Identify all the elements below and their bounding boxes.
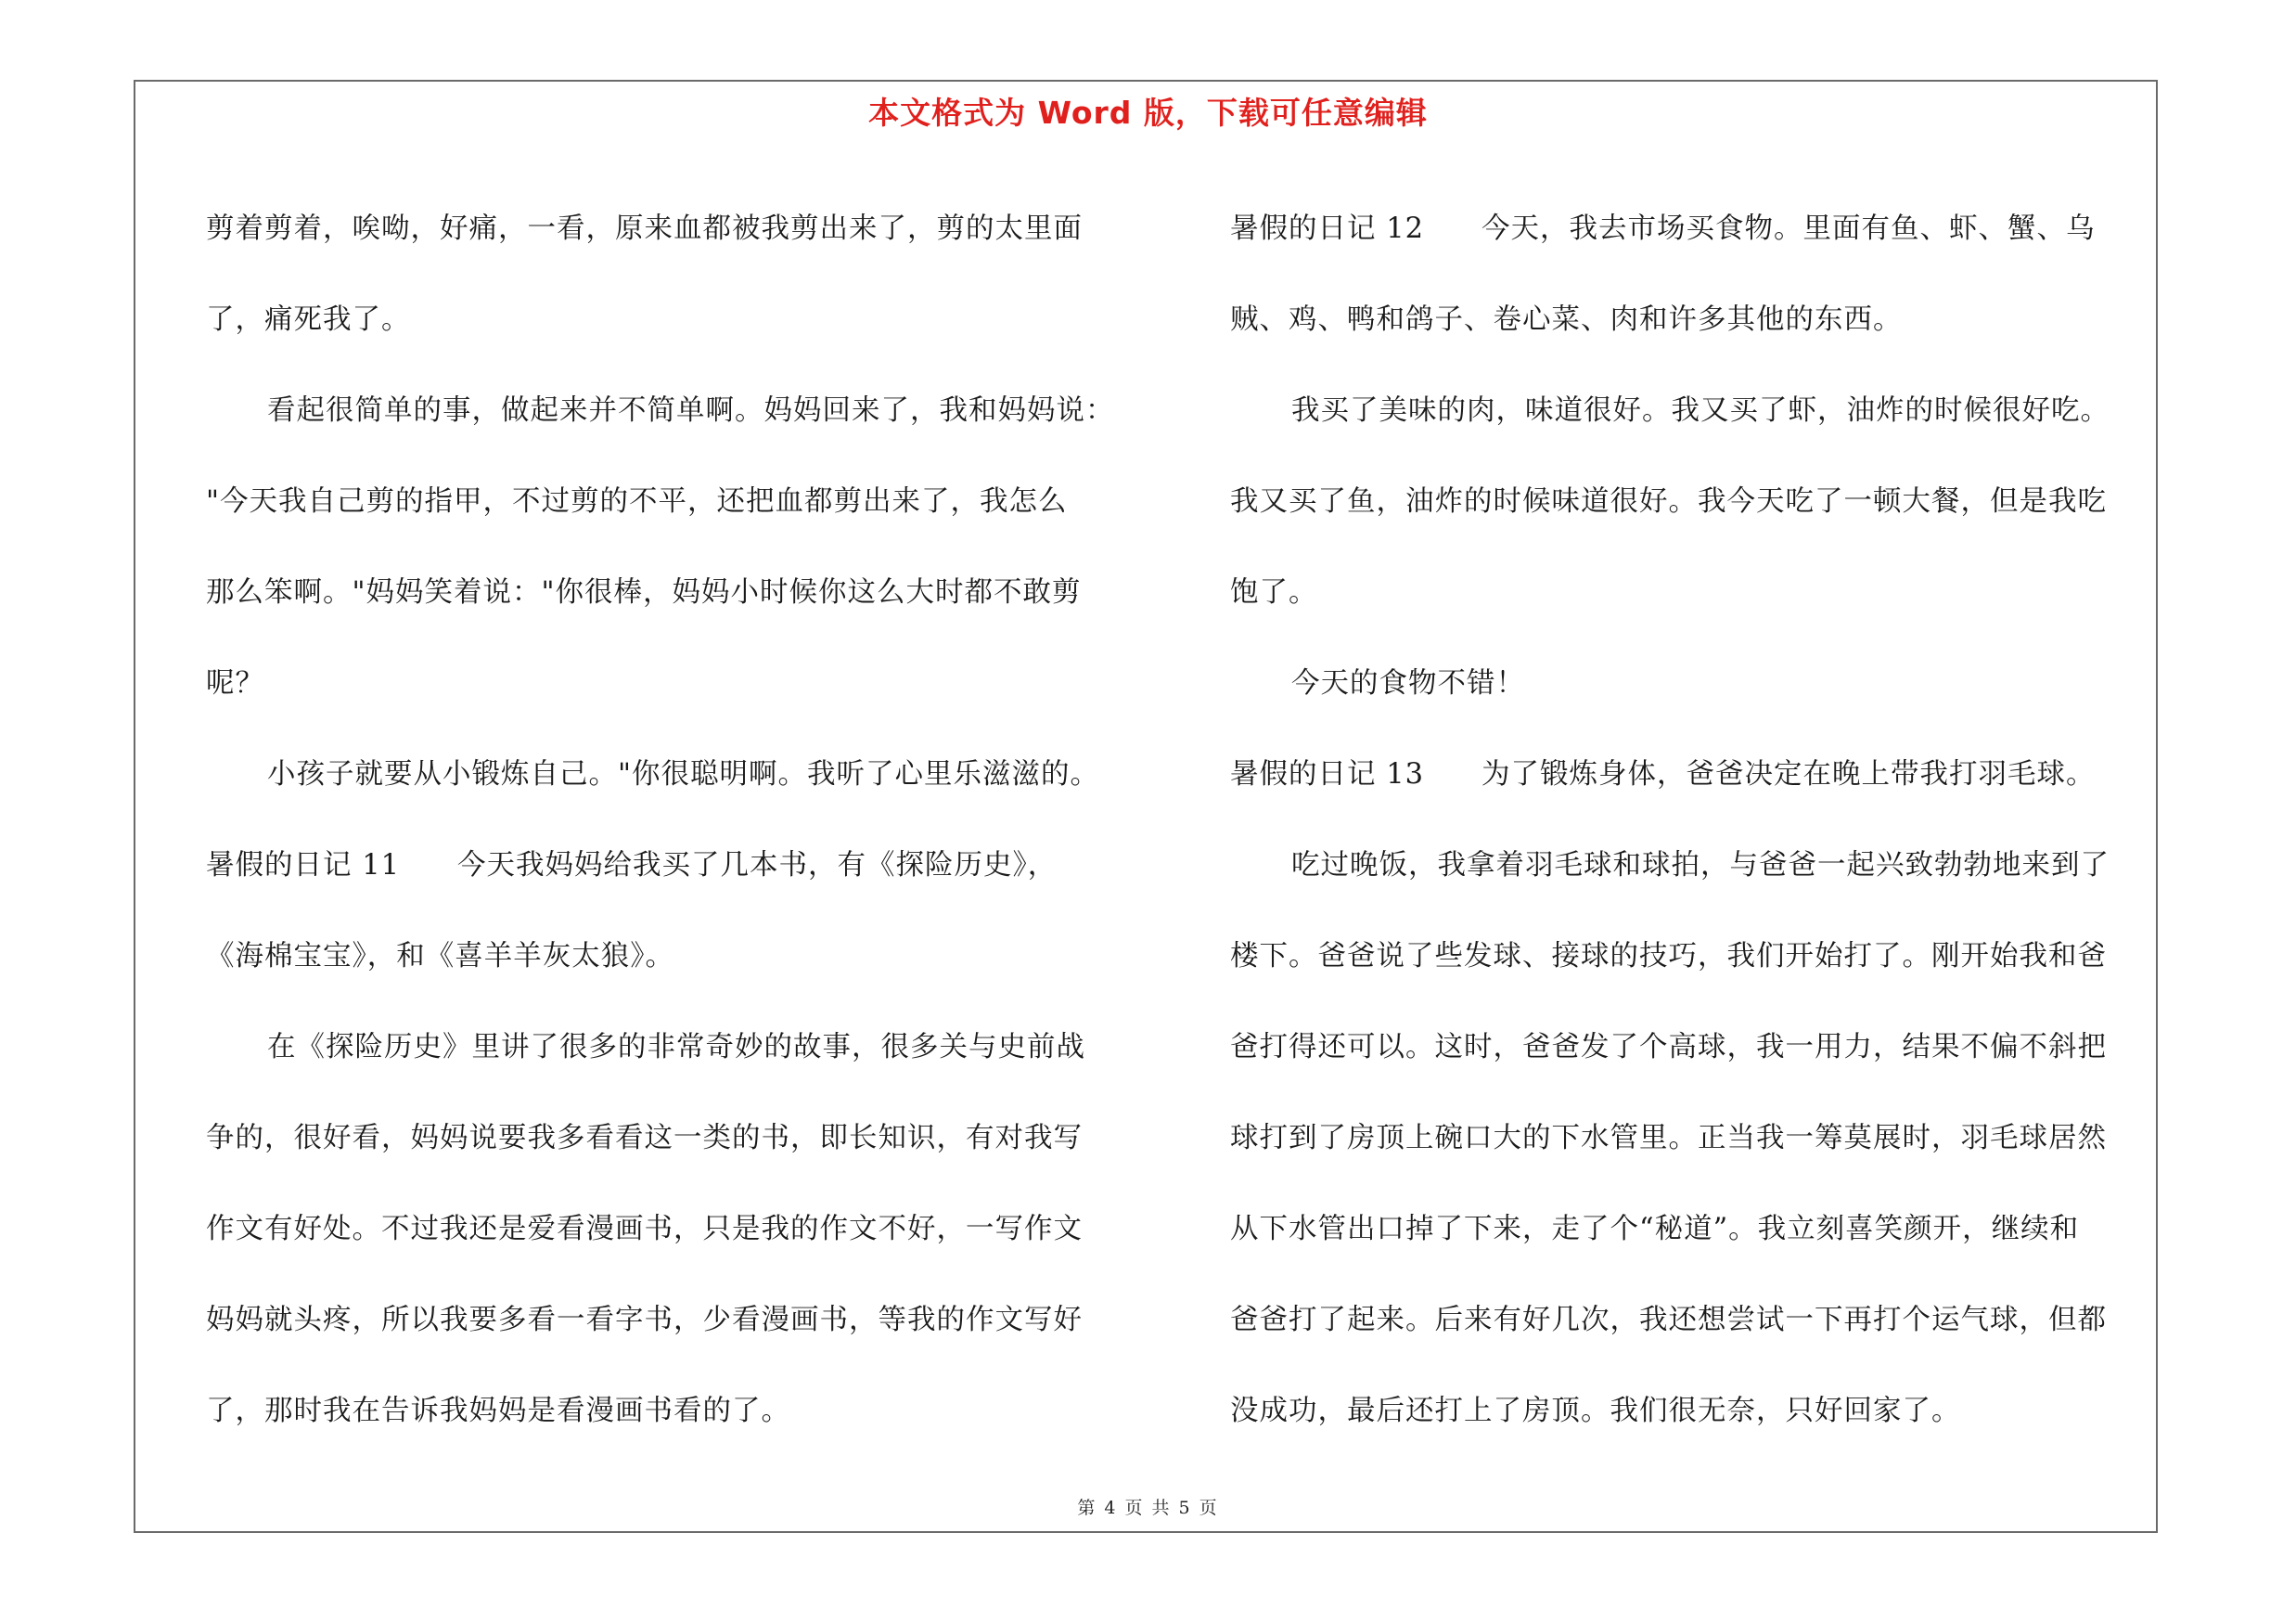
- text-line: 作文有好处。不过我还是爱看漫画书，只是我的作文不好，一写作文: [206, 1213, 1083, 1245]
- text-line: 从下水管出口掉了下来，走了个“秘道”。我立刻喜笑颜开，继续和: [1230, 1213, 2080, 1245]
- text-line: 呢？: [206, 667, 264, 700]
- right-column: [1230, 184, 2158, 1457]
- left-column: [206, 184, 1134, 1457]
- text-line: 小孩子就要从小锻炼自己。"你很聪明啊。我听了心里乐滋滋的。: [267, 758, 1100, 791]
- text-line: 争的，很好看，妈妈说要我多看看这一类的书，即长知识，有对我写: [206, 1122, 1083, 1154]
- text-line: 球打到了房顶上碗口大的下水管里。正当我一筹莫展时，羽毛球居然: [1230, 1122, 2107, 1154]
- text-line: 看起很简单的事，做起来并不简单啊。妈妈回来了，我和妈妈说：: [267, 394, 1115, 427]
- text-line: 《海棉宝宝》，和《喜羊羊灰太狼》。: [206, 940, 674, 973]
- text-line: 了，痛死我了。: [206, 303, 411, 336]
- text-line: 今天我妈妈给我买了几本书，有《探险历史》，: [457, 849, 1058, 882]
- text-line: 为了锻炼身体，爸爸决定在晚上带我打羽毛球。: [1481, 758, 2096, 791]
- diary-entry-title: 暑假的日记 11: [206, 849, 401, 882]
- diary-entry-title: 暑假的日记 13: [1230, 758, 1425, 791]
- text-line: "今天我自己剪的指甲，不过剪的不平，还把血都剪出来了，我怎么: [206, 485, 1068, 518]
- text-line: 那么笨啊。"妈妈笑着说："你很棒，妈妈小时候你这么大时都不敢剪: [206, 576, 1082, 609]
- text-line: 没成功，最后还打上了房顶。我们很无奈，只好回家了。: [1230, 1395, 1961, 1427]
- header-banner: 本文格式为 Word 版，下载可任意编辑: [868, 95, 1428, 131]
- text-line: 爸爸打了起来。后来有好几次，我还想尝试一下再打个运气球，但都: [1230, 1304, 2107, 1336]
- diary-entry-line: [1230, 729, 2158, 820]
- page-number-footer: 第 4 页 共 5 页: [1077, 1498, 1219, 1518]
- text-line: 楼下。爸爸说了些发球、接球的技巧，我们开始打了。刚开始我和爸: [1230, 940, 2107, 973]
- text-line: 剪着剪着，唉呦，好痛，一看，原来血都被我剪出来了，剪的太里面: [206, 213, 1083, 245]
- text-line: 在《探险历史》里讲了很多的非常奇妙的故事，很多关与史前战: [267, 1031, 1085, 1063]
- diary-entry-line: [206, 820, 1134, 911]
- text-line: 我买了美味的肉，味道很好。我又买了虾，油炸的时候很好吃。: [1291, 394, 2110, 427]
- text-line: 今天，我去市场买食物。里面有鱼、虾、蟹、乌: [1481, 213, 2096, 245]
- text-line: 饱了。: [1230, 576, 1318, 609]
- diary-entry-line: [1230, 184, 2158, 275]
- text-line: 我又买了鱼，油炸的时候味道很好。我今天吃了一顿大餐，但是我吃: [1230, 485, 2107, 518]
- text-line: 今天的食物不错！: [1291, 667, 1525, 700]
- diary-entry-title: 暑假的日记 12: [1230, 213, 1425, 245]
- text-line: 贼、鸡、鸭和鸽子、卷心菜、肉和许多其他的东西。: [1230, 303, 1903, 336]
- text-line: 吃过晚饭，我拿着羽毛球和球拍，与爸爸一起兴致勃勃地来到了: [1291, 849, 2110, 882]
- text-line: 妈妈就头疼，所以我要多看一看字书，少看漫画书，等我的作文写好: [206, 1304, 1083, 1336]
- text-line: 了，那时我在告诉我妈妈是看漫画书看的了。: [206, 1395, 790, 1427]
- text-line: 爸打得还可以。这时，爸爸发了个高球，我一用力，结果不偏不斜把: [1230, 1031, 2107, 1063]
